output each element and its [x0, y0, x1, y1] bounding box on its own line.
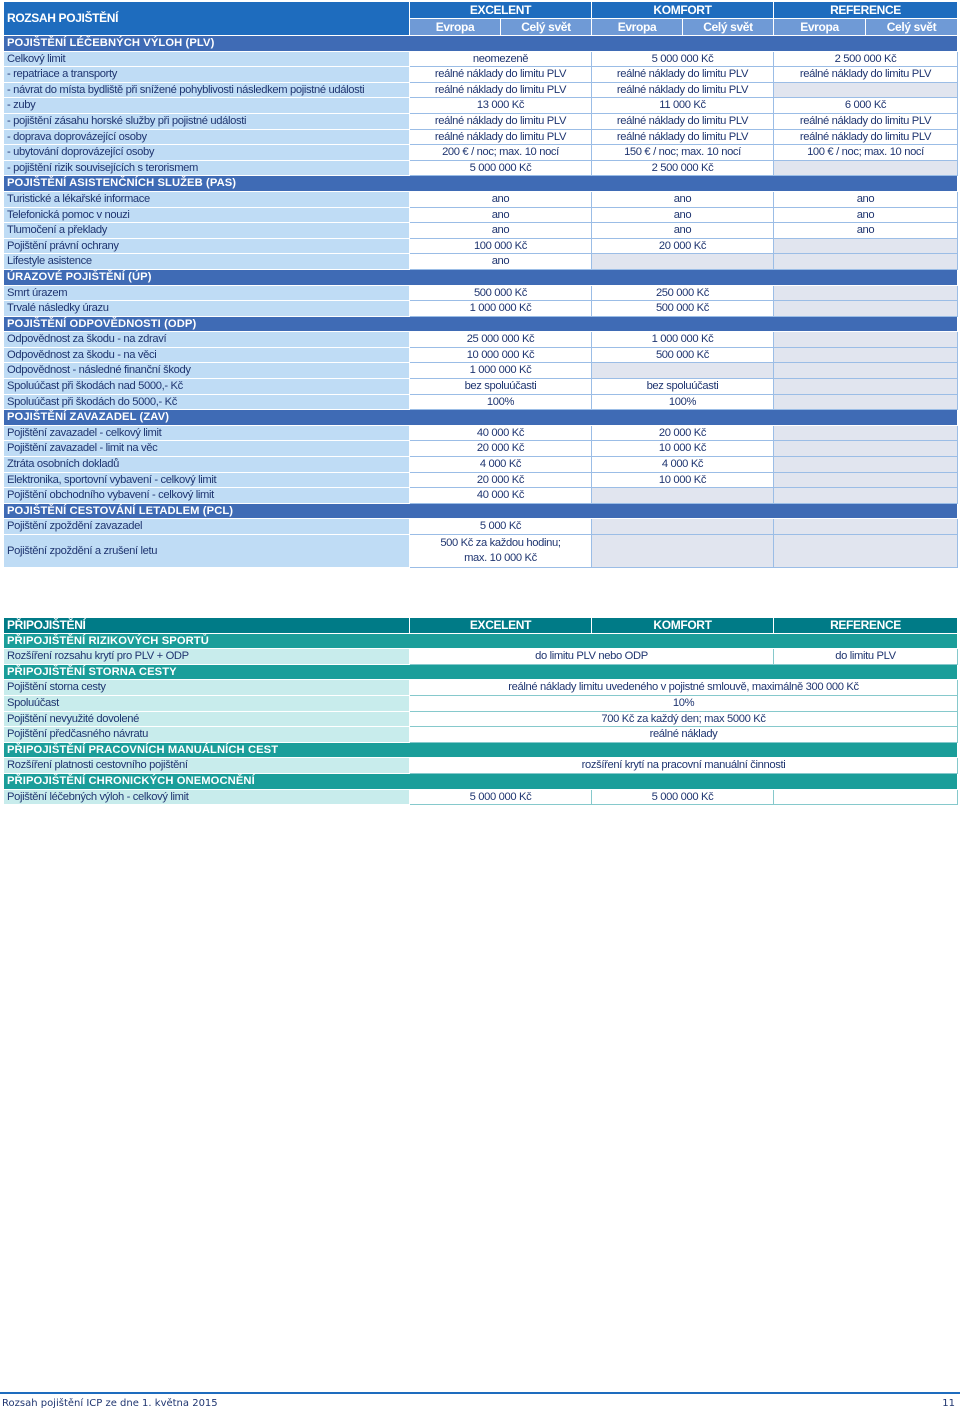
- product-komfort: KOMFORT: [592, 2, 774, 19]
- section-row: [4, 410, 958, 426]
- cell-value: 2 500 000 Kč: [774, 51, 958, 67]
- cell-value: [592, 519, 774, 535]
- table-row: [4, 67, 958, 83]
- cell-value: 500 000 Kč: [592, 301, 774, 317]
- row-label: Spoluúčast: [4, 695, 410, 711]
- cell-value: reálné náklady do limitu PLV: [592, 129, 774, 145]
- cell-value: 700 Kč za každý den; max 5000 Kč: [410, 711, 958, 727]
- section-title: POJIŠTĚNÍ ODPOVĚDNOSTI (ODP): [4, 316, 958, 332]
- section-title: ÚRAZOVÉ POJIŠTĚNÍ (ÚP): [4, 269, 958, 285]
- row-label: Odpovědnost za škodu - na zdraví: [4, 332, 410, 348]
- row-label: Turistické a lékařské informace: [4, 191, 410, 207]
- cell-value: 1 000 000 Kč: [410, 363, 592, 379]
- cell-value: 100 000 Kč: [410, 238, 592, 254]
- cell-value: [774, 488, 958, 504]
- cell-value: 500 000 Kč: [592, 347, 774, 363]
- cell-value: ano: [774, 223, 958, 239]
- section-title: POJIŠTĚNÍ CESTOVÁNÍ LETADLEM (PCL): [4, 503, 958, 519]
- row-label: - doprava doprovázející osoby: [4, 129, 410, 145]
- table-row: [4, 519, 958, 535]
- row-label: Ztráta osobních dokladů: [4, 457, 410, 473]
- page-number: 11: [942, 1398, 955, 1409]
- row-label: Pojištění právní ochrany: [4, 238, 410, 254]
- cell-value: 2 500 000 Kč: [592, 160, 774, 176]
- table-row: [4, 711, 958, 727]
- row-label: - repatriace a transporty: [4, 67, 410, 83]
- section-title: POJIŠTĚNÍ ZAVAZADEL (ZAV): [4, 410, 958, 426]
- cell-value: ano: [410, 191, 592, 207]
- section-title: PŘIPOJIŠTĚNÍ STORNA CESTY: [4, 664, 958, 680]
- table-row: [4, 425, 958, 441]
- cell-value: neomezeně: [410, 51, 592, 67]
- section-row: [4, 742, 958, 758]
- table-row: [4, 441, 958, 457]
- table-row: [4, 145, 958, 161]
- cell-value: [410, 535, 592, 568]
- cell-value: [774, 379, 958, 395]
- table-row: [4, 129, 958, 145]
- row-label: - zuby: [4, 98, 410, 114]
- table-row: [4, 160, 958, 176]
- cell-value: 5 000 000 Kč: [410, 789, 592, 805]
- cell-value: [592, 254, 774, 270]
- cell-value: 1 000 000 Kč: [410, 301, 592, 317]
- row-label: Elektronika, sportovní vybavení - celkový limit: [4, 472, 410, 488]
- table-row: [4, 457, 958, 473]
- cell-value: [774, 301, 958, 317]
- cell-value: ano: [592, 207, 774, 223]
- row-label: Pojištění zpoždění a zrušení letu: [4, 535, 410, 568]
- cell-value: 150 € / noc; max. 10 nocí: [592, 145, 774, 161]
- cell-value: ano: [774, 191, 958, 207]
- section-row: [4, 503, 958, 519]
- cell-value: rozšíření krytí na pracovní manuální činnosti: [410, 758, 958, 774]
- row-label: Spoluúčast při škodách do 5000,- Kč: [4, 394, 410, 410]
- table-row: [4, 191, 958, 207]
- region-label: Evropa: [774, 19, 866, 36]
- table-row: [4, 363, 958, 379]
- row-label: Telefonická pomoc v nouzi: [4, 207, 410, 223]
- supplementary-table: [3, 617, 958, 805]
- table-row: [4, 472, 958, 488]
- table-row: [4, 82, 958, 98]
- cell-value: [774, 347, 958, 363]
- cell-value: 100%: [410, 394, 592, 410]
- region-label: Evropa: [592, 19, 683, 36]
- row-label: Pojištění nevyužité dovolené: [4, 711, 410, 727]
- row-label: Rozšíření platnosti cestovního pojištění: [4, 758, 410, 774]
- row-label: Pojištění zavazadel - limit na věc: [4, 441, 410, 457]
- row-label: Lifestyle asistence: [4, 254, 410, 270]
- row-label: Celkový limit: [4, 51, 410, 67]
- table-row: [4, 285, 958, 301]
- region-label: Celý svět: [501, 19, 592, 36]
- table-row: [4, 51, 958, 67]
- cell-value: ano: [774, 207, 958, 223]
- row-label: Trvalé následky úrazu: [4, 301, 410, 317]
- table-row: [4, 301, 958, 317]
- footer-divider: [0, 1392, 960, 1394]
- section-row: [4, 316, 958, 332]
- product-komfort: KOMFORT: [592, 618, 774, 634]
- cell-value: [774, 394, 958, 410]
- cell-value: 5 000 000 Kč: [592, 51, 774, 67]
- row-label: - návrat do místa bydliště při snížené pohyblivosti následkem pojistné události: [4, 82, 410, 98]
- section-row: [4, 664, 958, 680]
- cell-value: 20 000 Kč: [592, 425, 774, 441]
- row-label: Spoluúčast při škodách nad 5000,- Kč: [4, 379, 410, 395]
- cell-value: [774, 441, 958, 457]
- product-reference: REFERENCE: [774, 618, 958, 634]
- section-row: [4, 176, 958, 192]
- table-row: [4, 649, 958, 665]
- cell-value: 4 000 Kč: [410, 457, 592, 473]
- table-row: [4, 695, 958, 711]
- cell-value: 100 € / noc; max. 10 nocí: [774, 145, 958, 161]
- cell-value: 6 000 Kč: [774, 98, 958, 114]
- cell-value: 10 000 000 Kč: [410, 347, 592, 363]
- region-label: Celý svět: [866, 19, 958, 36]
- cell-value: reálné náklady do limitu PLV: [410, 129, 592, 145]
- cell-value: 5 000 Kč: [410, 519, 592, 535]
- table-title: PŘIPOJIŠTĚNÍ: [4, 618, 410, 634]
- section-row: [4, 633, 958, 649]
- cell-value: ano: [410, 254, 592, 270]
- row-label: Smrt úrazem: [4, 285, 410, 301]
- cell-value: 40 000 Kč: [410, 488, 592, 504]
- cell-value: [774, 82, 958, 98]
- table-row: [4, 98, 958, 114]
- row-label: Odpovědnost za škodu - na věci: [4, 347, 410, 363]
- cell-value: reálné náklady do limitu PLV: [774, 67, 958, 83]
- cell-value: 11 000 Kč: [592, 98, 774, 114]
- table-row: [4, 535, 958, 568]
- table-row: [4, 332, 958, 348]
- table-row: [4, 347, 958, 363]
- section-row: [4, 773, 958, 789]
- table-row: [4, 254, 958, 270]
- table-row: [4, 113, 958, 129]
- cell-value: 5 000 000 Kč: [592, 789, 774, 805]
- cell-value: do limitu PLV: [774, 649, 958, 665]
- section-title: PŘIPOJIŠTĚNÍ PRACOVNÍCH MANUÁLNÍCH CEST: [4, 742, 958, 758]
- table-row: [4, 394, 958, 410]
- cell-value: reálné náklady do limitu PLV: [592, 67, 774, 83]
- cell-value: reálné náklady do limitu PLV: [774, 113, 958, 129]
- cell-value: [774, 254, 958, 270]
- cell-value: 20 000 Kč: [410, 472, 592, 488]
- cell-line: 500 Kč za každou hodinu;: [440, 537, 561, 550]
- cell-value: 4 000 Kč: [592, 457, 774, 473]
- section-title: PŘIPOJIŠTĚNÍ RIZIKOVÝCH SPORTŮ: [4, 633, 958, 649]
- cell-value: 250 000 Kč: [592, 285, 774, 301]
- row-label: Pojištění storna cesty: [4, 680, 410, 696]
- table-row: [4, 758, 958, 774]
- cell-value: 500 000 Kč: [410, 285, 592, 301]
- cell-value: reálné náklady do limitu PLV: [592, 82, 774, 98]
- cell-value: reálné náklady do limitu PLV: [410, 67, 592, 83]
- table-row: [4, 379, 958, 395]
- table-row: [4, 789, 958, 805]
- row-label: Pojištění předčasného návratu: [4, 727, 410, 743]
- cell-value: [774, 457, 958, 473]
- cell-value: reálné náklady do limitu PLV: [410, 82, 592, 98]
- cell-value: 25 000 000 Kč: [410, 332, 592, 348]
- cell-value: [774, 285, 958, 301]
- coverage-table: [3, 1, 958, 568]
- cell-value: reálné náklady: [410, 727, 958, 743]
- product-excelent: EXCELENT: [410, 618, 592, 634]
- table-row: [4, 223, 958, 239]
- section-title: POJIŠTĚNÍ LÉČEBNÝCH VÝLOH (PLV): [4, 36, 958, 52]
- cell-value: do limitu PLV nebo ODP: [410, 649, 774, 665]
- cell-value: [774, 425, 958, 441]
- cell-value: [774, 535, 958, 568]
- row-label: Pojištění léčebných výloh - celkový limit: [4, 789, 410, 805]
- cell-value: [774, 519, 958, 535]
- row-label: Rozšíření rozsahu krytí pro PLV + ODP: [4, 649, 410, 665]
- header-row: [4, 2, 958, 19]
- cell-value: 20 000 Kč: [592, 238, 774, 254]
- cell-value: 10 000 Kč: [592, 472, 774, 488]
- cell-value: 10%: [410, 695, 958, 711]
- footer-text: Rozsah pojištění ICP ze dne 1. května 2015: [2, 1398, 218, 1409]
- cell-line: max. 10 000 Kč: [464, 552, 537, 564]
- cell-value: ano: [592, 223, 774, 239]
- cell-value: ano: [410, 207, 592, 223]
- cell-value: 1 000 000 Kč: [592, 332, 774, 348]
- cell-value: 10 000 Kč: [592, 441, 774, 457]
- header-row: [4, 618, 958, 634]
- table-row: [4, 727, 958, 743]
- cell-value: 20 000 Kč: [410, 441, 592, 457]
- cell-value: [774, 363, 958, 379]
- section-title: PŘIPOJIŠTĚNÍ CHRONICKÝCH ONEMOCNĚNÍ: [4, 773, 958, 789]
- cell-value: [592, 488, 774, 504]
- section-row: [4, 36, 958, 52]
- table-title: ROZSAH POJIŠTĚNÍ: [4, 2, 410, 36]
- section-title: POJIŠTĚNÍ ASISTENČNÍCH SLUŽEB (PAS): [4, 176, 958, 192]
- row-label: Odpovědnost - následné finanční škody: [4, 363, 410, 379]
- product-reference: REFERENCE: [774, 2, 958, 19]
- row-label: Pojištění zavazadel - celkový limit: [4, 425, 410, 441]
- product-excelent: EXCELENT: [410, 2, 592, 19]
- cell-value: reálné náklady do limitu PLV: [410, 113, 592, 129]
- row-label: - ubytování doprovázející osoby: [4, 145, 410, 161]
- section-row: [4, 269, 958, 285]
- cell-value: 40 000 Kč: [410, 425, 592, 441]
- cell-value: reálné náklady limitu uvedeného v pojistné smlouvě, maximálně 300 000 Kč: [410, 680, 958, 696]
- cell-value: reálné náklady do limitu PLV: [592, 113, 774, 129]
- row-label: Pojištění zpoždění zavazadel: [4, 519, 410, 535]
- table-row: [4, 680, 958, 696]
- cell-value: 5 000 000 Kč: [410, 160, 592, 176]
- table-row: [4, 238, 958, 254]
- cell-value: bez spoluúčasti: [592, 379, 774, 395]
- region-label: Celý svět: [683, 19, 774, 36]
- row-label: - pojištění rizik souvisejících s terorismem: [4, 160, 410, 176]
- cell-value: [774, 160, 958, 176]
- table-row: [4, 207, 958, 223]
- cell-value: [592, 363, 774, 379]
- table-row: [4, 488, 958, 504]
- region-label: Evropa: [410, 19, 501, 36]
- cell-value: reálné náklady do limitu PLV: [774, 129, 958, 145]
- cell-value: [774, 238, 958, 254]
- cell-value: [592, 535, 774, 568]
- row-label: - pojištění zásahu horské služby při pojistné události: [4, 113, 410, 129]
- cell-value: [774, 332, 958, 348]
- cell-value: 100%: [592, 394, 774, 410]
- cell-value: ano: [410, 223, 592, 239]
- cell-value: ano: [592, 191, 774, 207]
- cell-value: [774, 472, 958, 488]
- row-label: Pojištění obchodního vybavení - celkový limit: [4, 488, 410, 504]
- row-label: Tlumočení a překlady: [4, 223, 410, 239]
- cell-value: bez spoluúčasti: [410, 379, 592, 395]
- cell-value: [774, 789, 958, 805]
- cell-value: 13 000 Kč: [410, 98, 592, 114]
- cell-value: 200 € / noc; max. 10 nocí: [410, 145, 592, 161]
